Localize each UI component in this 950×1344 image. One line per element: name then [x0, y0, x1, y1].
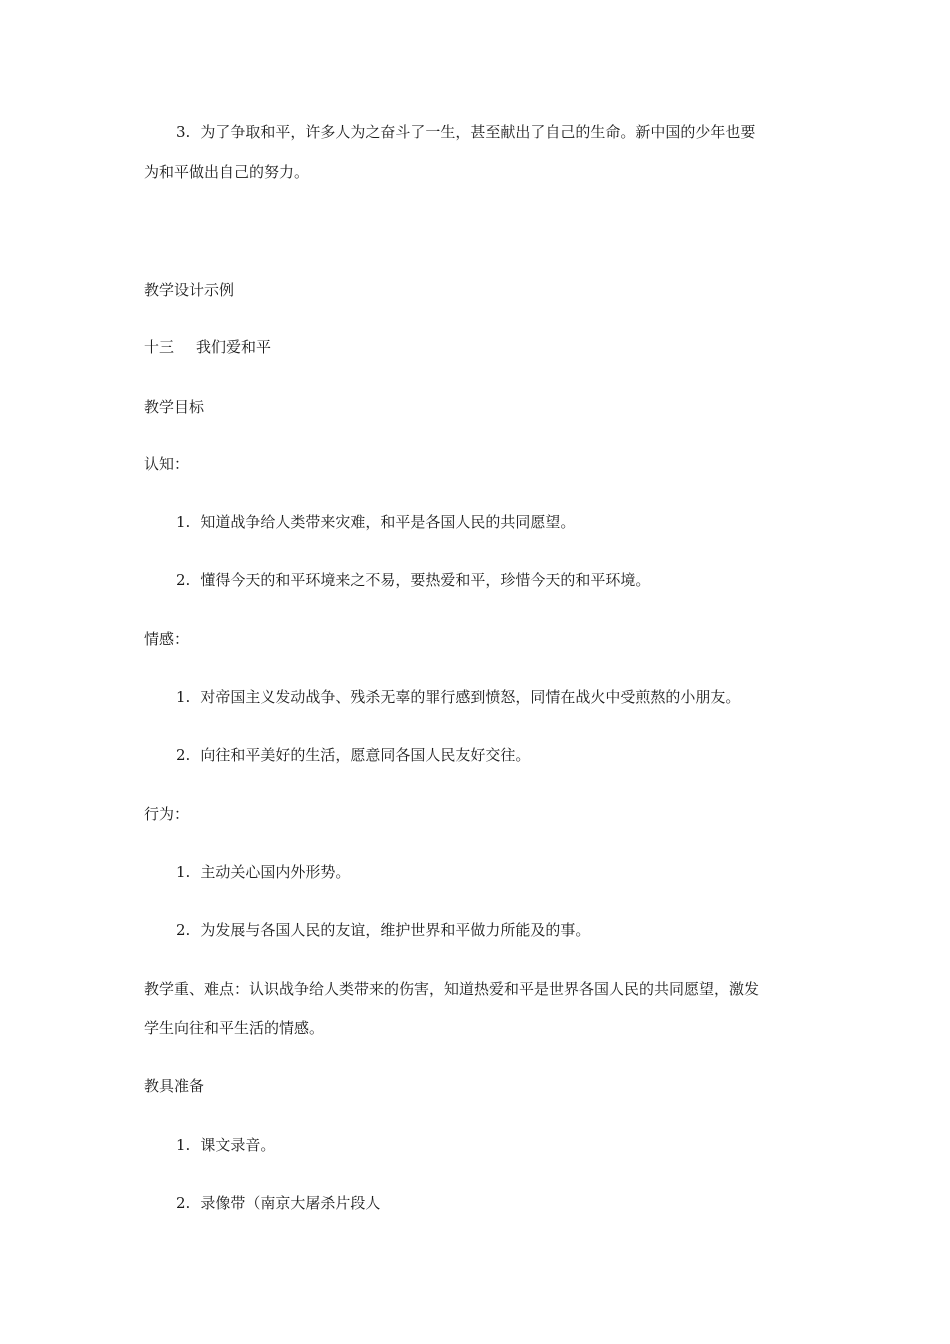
list-item	[176, 745, 530, 765]
lesson-title	[144, 337, 271, 357]
list-item-text: 向往和平美好的生活，愿意同各国人民友好交往。	[200, 746, 531, 764]
key-points-line2: 学生向往和平生活的情感。	[144, 1019, 325, 1037]
cognition-label: 认知：	[144, 455, 190, 473]
intro-paragraph-line1	[176, 122, 755, 142]
list-item-number: 2.	[176, 746, 191, 764]
list-item	[176, 687, 740, 707]
key-points-line1: 教学重、难点：认识战争给人类带来的伤害，知道热爱和平是世界各国人民的共同愿望，激发	[144, 980, 760, 998]
objectives-heading: 教学目标	[144, 398, 205, 416]
list-item-text: 知道战争给人类带来灾难，和平是各国人民的共同愿望。	[200, 513, 576, 531]
emotion-label: 情感：	[144, 630, 190, 648]
list-item	[176, 1135, 275, 1155]
list-item-number: 1.	[176, 1136, 191, 1154]
list-item-number: 2.	[176, 921, 191, 939]
list-item-number: 1.	[176, 513, 191, 531]
list-item	[176, 570, 650, 590]
list-item-text: 为发展与各国人民的友谊，维护世界和平做力所能及的事。	[200, 921, 591, 939]
behavior-label: 行为：	[144, 805, 190, 823]
list-item-text: 课文录音。	[200, 1136, 276, 1154]
list-item-text: 主动关心国内外形势。	[200, 863, 351, 881]
list-item-text: 对帝国主义发动战争、残杀无辜的罪行感到愤怒，同情在战火中受煎熬的小朋友。	[200, 688, 741, 706]
list-item-text: 懂得今天的和平环境来之不易，要热爱和平，珍惜今天的和平环境。	[200, 571, 651, 589]
list-item-number: 2.	[176, 1194, 191, 1212]
list-item-number: 1.	[176, 688, 191, 706]
lesson-name: 我们爱和平	[196, 338, 272, 356]
section-heading: 教学设计示例	[144, 281, 235, 299]
list-item-number: 1.	[176, 863, 191, 881]
intro-paragraph-line2: 为和平做出自己的努力。	[144, 163, 310, 181]
list-item	[176, 862, 350, 882]
intro-number: 3.	[176, 123, 191, 141]
lesson-number: 十三	[144, 338, 175, 356]
list-item	[176, 920, 590, 940]
intro-text-line1: 为了争取和平，许多人为之奋斗了一生，甚至献出了自己的生命。新中国的少年也要	[200, 123, 756, 141]
list-item	[176, 512, 575, 532]
list-item	[176, 1193, 380, 1213]
list-item-text: 录像带（南京大屠杀片段人	[200, 1194, 381, 1212]
list-item-number: 2.	[176, 571, 191, 589]
materials-label: 教具准备	[144, 1077, 205, 1095]
